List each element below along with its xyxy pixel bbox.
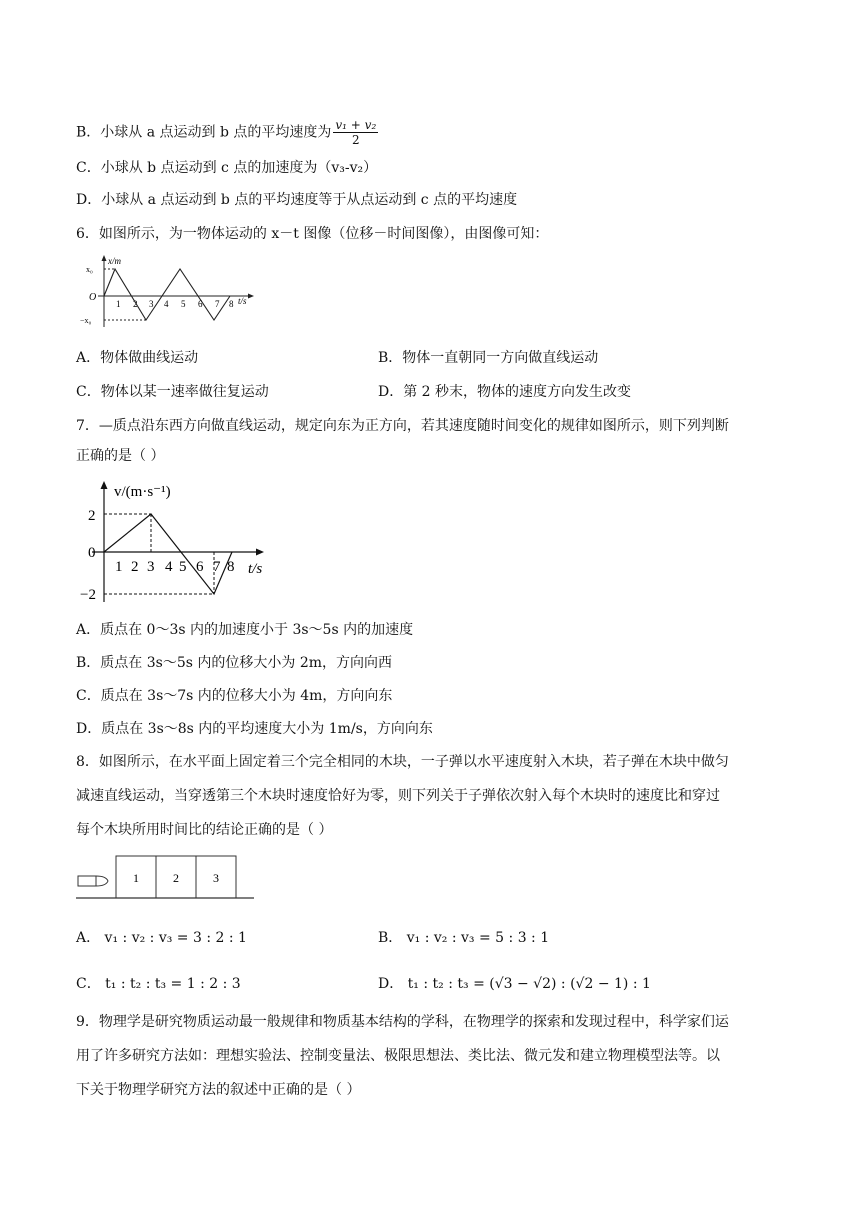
q6-option-c: C．物体以某一速率做往复运动 — [76, 384, 269, 400]
q6-ytick-neg-x0: −x₀ — [80, 316, 92, 325]
q7-xtick-8: 8 — [227, 559, 235, 575]
q5-option-b-text: B．小球从 a 点运动到 b 点的平均速度为 — [76, 124, 332, 141]
q6-ytick-origin: O — [89, 292, 97, 303]
q8-option-b: B． v₁ : v₂ : v₃ = 5 : 3 : 1 — [378, 930, 550, 946]
q7-xlabel: t/s — [248, 561, 263, 577]
q8-stem-line1: 8．如图所示，在水平面上固定着三个完全相同的木块，一子弹以水平速度射入木块，若子弹在木块中做匀 — [76, 754, 729, 770]
q7-stem-line1: 7．—质点沿东西方向做直线运动，规定向东为正方向，若其速度随时间变化的规律如图所示，则下列判断 — [76, 418, 729, 434]
q6-xtick-6: 6 — [198, 299, 203, 309]
q7-ytick-neg2: −2 — [80, 587, 96, 603]
q8-option-a: A． v₁ : v₂ : v₃ = 3 : 2 : 1 — [76, 930, 247, 946]
q8-option-d: D． t₁ : t₂ : t₃ = (√3 − √2) : (√2 − 1) : 1 — [378, 976, 651, 992]
q7-option-a: A．质点在 0～3s 内的加速度小于 3s～5s 内的加速度 — [76, 622, 414, 638]
q6-option-d: D．第 2 秒末，物体的速度方向发生改变 — [378, 384, 632, 400]
q7-option-c: C．质点在 3s～7s 内的位移大小为 4m，方向向东 — [76, 688, 393, 704]
fraction-denominator: 2 — [352, 133, 360, 147]
q6-ylabel: x/m — [108, 256, 121, 266]
block-label-2: 2 — [173, 871, 179, 885]
q7-option-d: D．质点在 3s～8s 内的平均速度大小为 1m/s，方向向东 — [76, 721, 433, 737]
q7-vt-graph — [80, 478, 280, 608]
q9-stem-line1: 9．物理学是研究物质运动最一般规律和物质基本结构的学科，在物理学的探索和发现过程中，科学家们运 — [76, 1014, 729, 1030]
block-label-1: 1 — [133, 871, 139, 885]
q7-ytick-0: 0 — [88, 545, 96, 561]
q6-xtick-5: 5 — [181, 299, 186, 309]
q7-xtick-5: 5 — [179, 559, 187, 575]
q7-option-b: B．质点在 3s～5s 内的位移大小为 2m，方向向西 — [76, 655, 393, 671]
q6-xlabel: t/s — [238, 296, 247, 306]
q5-option-b — [76, 118, 378, 147]
q7-xtick-1: 1 — [115, 559, 123, 575]
q7-xtick-7: 7 — [213, 559, 221, 575]
q6-xtick-8: 8 — [229, 299, 234, 309]
q7-xtick-6: 6 — [196, 559, 204, 575]
q8-option-c: C． t₁ : t₂ : t₃ = 1 : 2 : 3 — [76, 976, 241, 992]
bullet-icon — [78, 876, 108, 886]
q6-xtick-1: 1 — [116, 299, 121, 309]
q7-ytick-2: 2 — [88, 508, 96, 524]
q7-xtick-3: 3 — [147, 559, 155, 575]
q8-stem-line3: 每个木块所用时间比的结论正确的是（ ） — [76, 822, 333, 838]
q7-xtick-2: 2 — [131, 559, 139, 575]
q6-ytick-x0: x₀ — [86, 265, 93, 274]
q8-stem-line2: 减速直线运动，当穿透第三个木块时速度恰好为零，则下列关于子弹依次射入每个木块时的速度比和穿过 — [76, 788, 720, 804]
q7-xtick-4: 4 — [165, 559, 173, 575]
q9-stem-line2: 用了许多研究方法如：理想实验法、控制变量法、极限思想法、类比法、微元发和建立物理模型法等。以 — [76, 1048, 720, 1064]
q6-xtick-3: 3 — [149, 299, 154, 309]
q6-option-a: A．物体做曲线运动 — [76, 350, 199, 366]
q6-xtick-4: 4 — [164, 299, 169, 309]
block-label-3: 3 — [213, 871, 219, 885]
q5-option-c: C．小球从 b 点运动到 c 点的加速度为（v₃-v₂） — [76, 160, 378, 176]
q6-xtick-7: 7 — [215, 299, 220, 309]
q7-stem-line2: 正确的是（ ） — [76, 448, 165, 464]
q6-option-b: B．物体一直朝同一方向做直线运动 — [378, 350, 599, 366]
q6-stem: 6．如图所示，为一物体运动的 x－t 图像（位移－时间图像），由图像可知： — [76, 226, 549, 242]
q5-option-d: D．小球从 a 点运动到 b 点的平均速度等于从点运动到 c 点的平均速度 — [76, 192, 518, 208]
fraction-numerator: v₁ + v₂ — [335, 118, 377, 132]
q9-stem-line3: 下关于物理学研究方法的叙述中正确的是（ ） — [76, 1082, 361, 1098]
q7-ylabel: v/(m·s⁻¹) — [114, 484, 171, 500]
q8-bullet-blocks-figure — [76, 852, 266, 902]
fraction — [333, 118, 378, 147]
q6-xtick-2: 2 — [133, 299, 138, 309]
q6-xt-graph — [80, 252, 260, 332]
